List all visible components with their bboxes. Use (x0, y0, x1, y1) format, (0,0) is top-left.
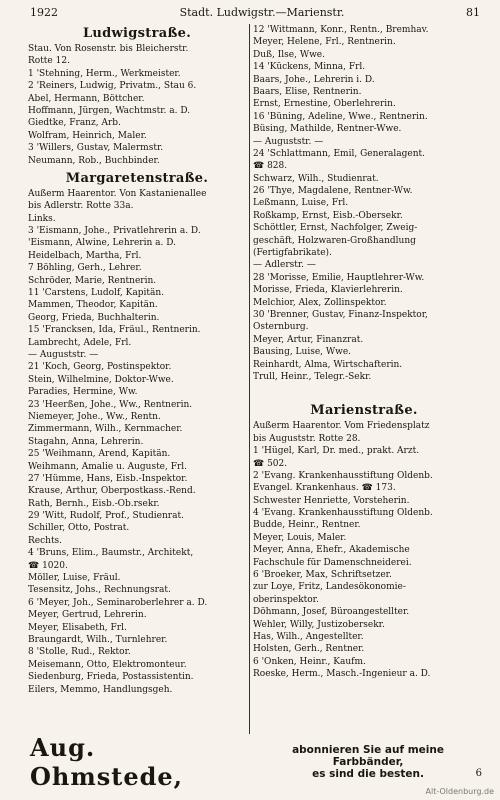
street-title-marienstrasse: Marienstraße. (310, 403, 418, 419)
directory-entry: Lambrecht, Adele, Frl. (28, 337, 132, 348)
directory-entry: Abel, Hermann, Böttcher. (28, 93, 145, 104)
directory-entry: 15 'Francksen, Ida, Fräul., Rentnerin. (28, 325, 201, 336)
directory-entry: 23 'Heerßen, Johe., Ww., Rentnerin. (28, 399, 193, 410)
directory-entry: Roeske, Herm., Masch.-Ingenieur a. D. (253, 669, 431, 680)
ad-line-1: abonnieren Sie auf meine Farbbänder, (292, 744, 444, 768)
directory-entry: ☎ 502. (253, 458, 288, 469)
street-title-margaretenstrasse: Margaretenstraße. (65, 170, 209, 186)
directory-entry: Leßmann, Luise, Frl. (253, 198, 349, 209)
directory-entry: Braungardt, Wilh., Turnlehrer. (28, 634, 168, 645)
directory-entry: Evangel. Krankenhaus. ☎ 173. (253, 483, 396, 494)
header-page-number: 81 (466, 6, 480, 19)
directory-entry: — Auguststr. — (253, 136, 324, 147)
directory-entry: 3 'Eismann, Johe., Privatlehrerin a. D. (28, 226, 201, 237)
directory-entry: — Adlerstr. — (253, 260, 316, 271)
directory-entry: 25 'Weihmann, Arend, Kapitän. (28, 449, 171, 460)
directory-entry: 6 'Meyer, Joh., Seminaroberlehrer a. D. (28, 597, 208, 608)
directory-entry: Bausing, Luise, Wwe. (253, 347, 352, 358)
directory-entry: Weihmann, Amalie u. Auguste, Frl. (28, 461, 188, 472)
directory-entry: Schwarz, Wilh., Studienrat. (253, 173, 379, 184)
directory-entry: Rath, Bernh., Eisb.-Ob.rsekr. (28, 498, 160, 509)
right-column (253, 24, 475, 681)
directory-entry: 11 'Carstens, Ludolf, Kapitän. (28, 288, 164, 299)
directory-entry: Rotte 12. (28, 56, 70, 67)
directory-entry: Links. (28, 213, 56, 224)
directory-entry: zur Loye, Fritz, Landesökonomie- (253, 582, 406, 593)
margaretenstrasse-entries (28, 188, 246, 696)
directory-entry: 1 'Stehning, Herm., Werkmeister. (28, 68, 181, 79)
directory-entry: Möller, Luise, Fräul. (28, 573, 121, 584)
directory-entry: Meyer, Gertrud, Lehrerin. (28, 610, 147, 621)
directory-entry: Fachschule für Damenschneiderei. (253, 557, 412, 568)
directory-entry: Ernst, Ernestine, Oberlehrerin. (253, 99, 396, 110)
directory-entry: 7 Böhling, Gerh., Lehrer. (28, 263, 142, 274)
directory-entry: Schiller, Otto, Postrat. (28, 523, 130, 534)
directory-entry: Rechts. (28, 535, 63, 546)
directory-entry: 26 'Thye, Magdalene, Rentner-Ww. (253, 186, 413, 197)
directory-entry: 14 'Kückens, Minna, Frl. (253, 62, 366, 73)
directory-entry: Eilers, Memmo, Handlungsgeh. (28, 684, 173, 695)
directory-entry: Tesensitz, Johs., Rechnungsrat. (28, 585, 171, 596)
directory-entry: ☎ 828. (253, 161, 288, 172)
directory-entry: Schöttler, Ernst, Nachfolger, Zweig- (253, 223, 418, 234)
directory-entry: 4 'Evang. Krankenhausstiftung Oldenb. (253, 508, 433, 519)
directory-entry: 1 'Hügel, Karl, Dr. med., prakt. Arzt. (253, 446, 420, 457)
directory-entry: — Auguststr. — (28, 349, 99, 360)
directory-entry: (Fertigfabrikate). (253, 248, 332, 259)
directory-entry: Baars, Johe., Lehrerin i. D. (253, 74, 375, 85)
directory-entry: Mammen, Theodor, Kapitän. (28, 300, 158, 311)
directory-entry: 29 'Witt, Rudolf, Prof., Studienrat. (28, 511, 184, 522)
marienstrasse-entries (253, 420, 475, 680)
directory-entry: 4 'Bruns, Elim., Baumstr., Architekt, (28, 548, 194, 559)
directory-entry: Meyer, Artur, Finanzrat. (253, 334, 364, 345)
source-credit: Alt-Oldenburg.de (425, 787, 494, 796)
directory-entry: Baars, Elise, Rentnerin. (253, 86, 362, 97)
directory-entry: Has, Wilh., Angestellter. (253, 631, 364, 642)
directory-entry: bis Auguststr. Rotte 28. (253, 433, 361, 444)
street-title-ludwigstrasse: Ludwigstraße. (82, 26, 192, 41)
column-divider (249, 24, 250, 734)
directory-entry: Reinhardt, Alma, Wirtschafterin. (253, 359, 403, 370)
directory-entry: 24 'Schlattmann, Emil, Generalagent. (253, 148, 425, 159)
directory-entry: Schwester Henriette, Vorsteherin. (253, 495, 410, 506)
directory-entry: Büsing, Mathilde, Rentner-Wwe. (253, 124, 402, 135)
directory-entry: oberinspektor. (253, 594, 319, 605)
directory-entry: 2 'Reiners, Ludwig, Privatm., Stau 6. (28, 81, 197, 92)
directory-entry: Schröder, Marie, Rentnerin. (28, 275, 157, 286)
directory-entry: Wehler, Willy, Justizobersekr. (253, 619, 385, 630)
directory-entry: 21 'Koch, Georg, Postinspektor. (28, 362, 172, 373)
directory-entry: Osternburg. (253, 322, 309, 333)
directory-entry: Krause, Arthur, Oberpostkass.-Rend. (28, 486, 196, 497)
directory-entry: Hoffmann, Jürgen, Wachtmstr. a. D. (28, 105, 191, 116)
directory-entry: 2 'Evang. Krankenhausstiftung Oldenb. (253, 470, 433, 481)
page-header (30, 6, 480, 20)
ad-line-2: es sind die besten. (312, 768, 424, 780)
directory-entry: Meyer, Anna, Ehefr., Akademische (253, 545, 410, 556)
directory-entry: Morisse, Frieda, Klavierlehrerin. (253, 285, 403, 296)
directory-entry: Meyer, Elisabeth, Frl. (28, 622, 127, 633)
directory-entry: 12 'Wittmann, Konr., Rentn., Bremhav. (253, 25, 429, 35)
directory-entry: Budde, Heinr., Rentner. (253, 520, 361, 531)
directory-entry: Melchior, Alex, Zollinspektor. (253, 297, 387, 308)
footer-number: 6 (475, 768, 482, 779)
directory-entry: 30 'Brenner, Gustav, Finanz-Inspektor, (253, 309, 428, 320)
directory-entry: Roßkamp, Ernst, Eisb.-Obersekr. (253, 210, 403, 221)
directory-entry: Meyer, Louis, Maler. (253, 532, 347, 543)
directory-entry: geschäft, Holzwaren-Großhandlung (253, 235, 416, 246)
directory-entry: 6 'Onken, Heinr., Kaufm. (253, 656, 366, 667)
directory-entry: Außerm Haarentor. Vom Friedensplatz (253, 421, 430, 432)
directory-entry: Stau. Von Rosenstr. bis Bleicherstr. (28, 44, 189, 54)
directory-entry: Meyer, Helene, Frl., Rentnerin. (253, 37, 396, 48)
directory-entry: Neumann, Rob., Buchbinder. (28, 155, 160, 166)
ludwigstrasse-entries (28, 43, 246, 167)
directory-entry: Siedenburg, Frieda, Postassistentin. (28, 672, 194, 683)
directory-entry: Paradies, Hermine, Ww. (28, 387, 138, 398)
header-year: 1922 (30, 6, 58, 19)
directory-entry: Wolfram, Heinrich, Maler. (28, 130, 147, 141)
directory-entry: 27 'Hümme, Hans, Eisb.-Inspektor. (28, 473, 188, 484)
directory-entry: 28 'Morisse, Emilie, Hauptlehrer-Ww. (253, 272, 425, 283)
directory-entry: Stagahn, Anna, Lehrerin. (28, 436, 144, 447)
directory-entry: Niemeyer, Johe., Ww., Rentn. (28, 411, 161, 422)
directory-entry: 'Eismann, Alwine, Lehrerin a. D. (28, 238, 176, 249)
directory-entry: Außerm Haarentor. Von Kastanienallee (28, 188, 207, 199)
directory-entry: Döhmann, Josef, Büroangestellter. (253, 607, 410, 618)
directory-entry: Zimmermann, Wilh., Kernmacher. (28, 424, 183, 435)
directory-entry: Georg, Frieda, Buchhalterin. (28, 312, 160, 323)
directory-entry: 8 'Stolle, Rud., Rektor. (28, 647, 131, 658)
directory-entry: Trull, Heinr., Telegr.-Sekr. (253, 371, 372, 382)
directory-entry: bis Adlerstr. Rotte 33a. (28, 201, 134, 212)
advertisement-text (260, 744, 475, 780)
directory-entry: ☎ 1020. (28, 560, 68, 571)
advertiser-name: Aug. Ohmstede, (30, 733, 184, 791)
directory-entry: Duß, Ilse, Wwe. (253, 49, 325, 60)
advertisement-footer (30, 733, 482, 791)
ludwigstrasse-entries-continued (253, 24, 475, 383)
directory-entry: Heidelbach, Martha, Frl. (28, 250, 142, 261)
header-title: Stadt. Ludwigstr.—Marienstr. (179, 6, 345, 19)
directory-entry: Meisemann, Otto, Elektromonteur. (28, 659, 187, 670)
directory-entry: Stein, Wilhelmine, Doktor-Wwe. (28, 374, 174, 385)
directory-entry: 16 'Büning, Adeline, Wwe., Rentnerin. (253, 111, 428, 122)
directory-entry: 3 'Willers, Gustav, Malermstr. (28, 143, 164, 154)
directory-entry: 6 'Broeker, Max, Schriftsetzer. (253, 570, 392, 581)
directory-entry: Giedtke, Franz, Arb. (28, 118, 121, 129)
directory-entry: Holsten, Gerh., Rentner. (253, 644, 365, 655)
left-column (28, 24, 246, 696)
